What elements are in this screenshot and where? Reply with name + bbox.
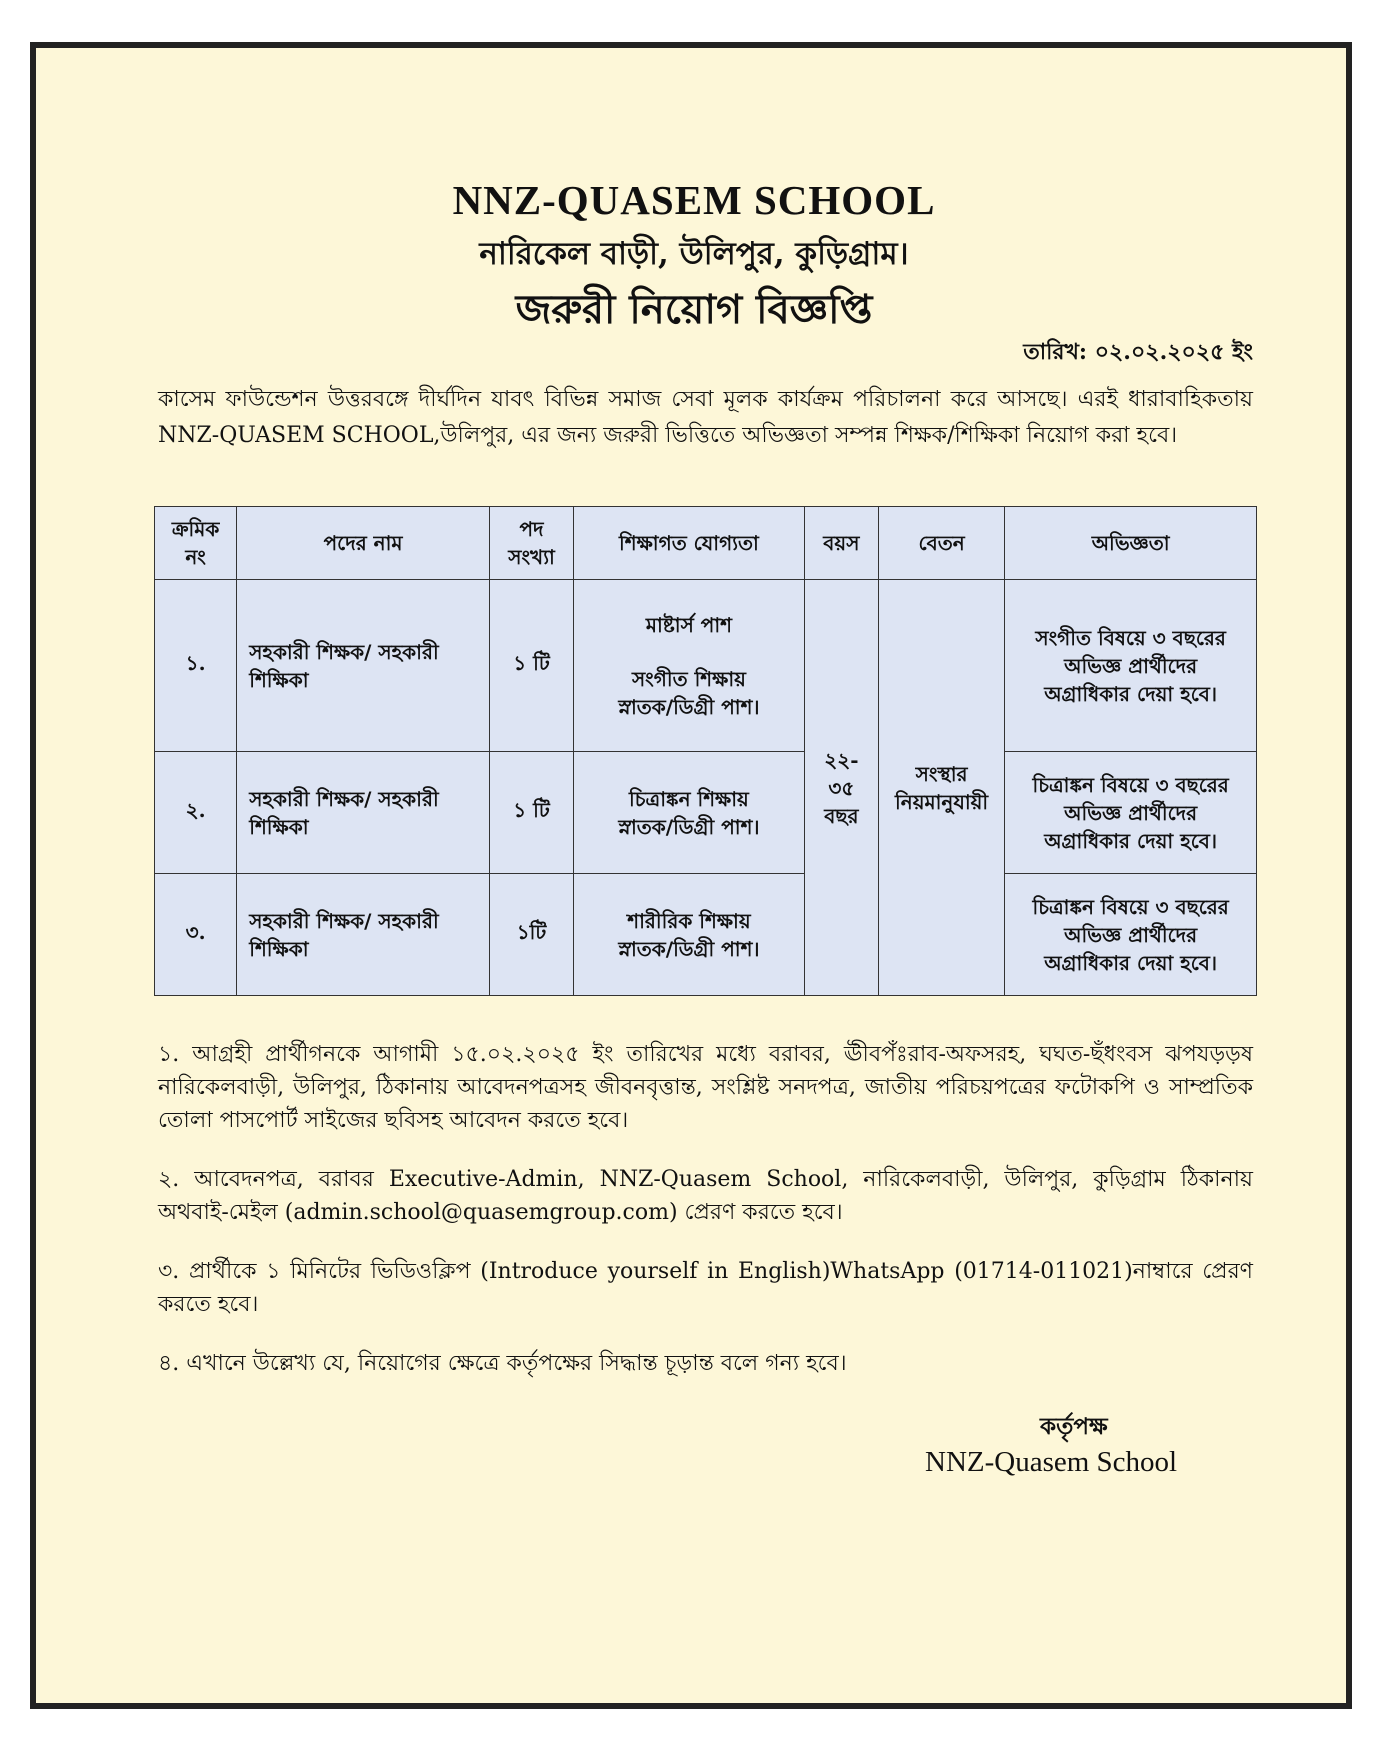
- notice-title: জরুরী নিয়োগ বিজ্ঞপ্তি: [515, 286, 873, 333]
- salary-cell: সংস্থার নিয়মানুযায়ী: [878, 580, 1004, 996]
- header-salary: বেতন: [878, 507, 1004, 580]
- header-serial: ক্রমিক নং: [155, 507, 237, 580]
- row-serial: ৩.: [155, 874, 237, 996]
- row-experience: সংগীত বিষয়ে ৩ বছরের অভিজ্ঞ প্রার্থীদের অগ্রাধিকার দেয়া হবে।: [1005, 580, 1257, 752]
- header-qualification: শিক্ষাগত যোগ্যতা: [574, 507, 805, 580]
- age-cell: ২২- ৩৫ বছর: [804, 580, 878, 996]
- instruction-item: ১. আগ্রহী প্রার্থীগনকে আগামী ১৫.০২.২০২৫ ইং তারিখের মধ্যে বরাবর, ঊীবপঁঃরাব-অফসরহ, ঘঘত-ছঁধংবস ঝপযড়ড়ষ নারিকেলবাড়ী, উলিপুর, ঠিকানায় আবেদনপত্রসহ জীবনবৃত্তান্ত, সংশ্লিষ্ট সনদপত্র, জাতীয় পরিচয়পত্রের ফটোকপি ও সাম্প্রতিক তোলা পাসপোর্ট সাইজের ছবিসহ আবেদন করতে হবে।: [158, 1042, 1253, 1133]
- intro-paragraph: কাসেম ফাউন্ডেশন উত্তরবঙ্গে দীর্ঘদিন যাবৎ বিভিন্ন সমাজ সেবা মূলক কার্যক্রম পরিচালনা করে আসছে। এরই ধারাবাহিকতায় NNZ-QUASEM SCHOOL,উলিপুর, এর জন্য জরুরী ভিত্তিতে অভিজ্ঞতা সম্পন্ন শিক্ষক/শিক্ষিকা নিয়োগ করা হবে।: [158, 387, 1253, 448]
- row-qualification: মাষ্টার্স পাশ সংগীত শিক্ষায় স্নাতক/ডিগ্রী পাশ।: [574, 580, 805, 752]
- school-name: NNZ-QUASEM SCHOOL: [452, 177, 936, 223]
- table-row: [155, 874, 1257, 996]
- school-address: নারিকেল বাড়ী, উলিপুর, কুড়িগ্রাম।: [479, 236, 909, 272]
- table-header-row: [155, 507, 1257, 580]
- row-qualification: শারীরিক শিক্ষায় স্নাতক/ডিগ্রী পাশ।: [574, 874, 805, 996]
- row-post: সহকারী শিক্ষক/ সহকারী শিক্ষিকা: [237, 874, 490, 996]
- instruction-item: ৩. প্রার্থীকে ১ মিনিটের ভিডিওক্লিপ (Introduce yourself in English)WhatsApp (01714-011021)নাম্বারে প্রেরণ করতে হবে।: [158, 1259, 1253, 1317]
- row-count: ১ টি: [489, 752, 573, 874]
- header-count: পদ সংখ্যা: [489, 507, 573, 580]
- table-row: [155, 580, 1257, 752]
- row-experience: চিত্রাঙ্কন বিষয়ে ৩ বছরের অভিজ্ঞ প্রার্থীদের অগ্রাধিকার দেয়া হবে।: [1005, 752, 1257, 874]
- row-serial: ২.: [155, 752, 237, 874]
- instruction-item: ২. আবেদনপত্র, বরাবর Executive-Admin, NNZ-Quasem School, নারিকেলবাড়ী, উলিপুর, কুড়িগ্রাম ঠিকানায় অথবাই-মেইল (admin.school@quasemgroup.com) প্রেরণ করতে হবে।: [158, 1167, 1253, 1225]
- row-experience: চিত্রাঙ্কন বিষয়ে ৩ বছরের অভিজ্ঞ প্রার্থীদের অগ্রাধিকার দেয়া হবে।: [1005, 874, 1257, 996]
- header-experience: অভিজ্ঞতা: [1005, 507, 1257, 580]
- header-age: বয়স: [804, 507, 878, 580]
- row-count: ১ টি: [489, 580, 573, 752]
- header-post: পদের নাম: [237, 507, 490, 580]
- signature-role: কর্তৃপক্ষ: [1040, 1413, 1108, 1440]
- table-row: [155, 752, 1257, 874]
- row-serial: ১.: [155, 580, 237, 752]
- signature-name: NNZ-Quasem School: [925, 1446, 1178, 1478]
- row-post: সহকারী শিক্ষক/ সহকারী শিক্ষিকা: [237, 752, 490, 874]
- instructions-list: [158, 1038, 1253, 1406]
- row-post: সহকারী শিক্ষক/ সহকারী শিক্ষিকা: [237, 580, 490, 752]
- row-qualification: চিত্রাঙ্কন শিক্ষায় স্নাতক/ডিগ্রী পাশ।: [574, 752, 805, 874]
- vacancy-table: [154, 506, 1257, 996]
- instruction-item: ৪. এখানে উল্লেখ্য যে, নিয়োগের ক্ষেত্রে কর্তৃপক্ষের সিদ্ধান্ত চূড়ান্ত বলে গন্য হবে।: [158, 1351, 847, 1376]
- row-count: ১টি: [489, 874, 573, 996]
- notice-date: তারিখ: ০২.০২.২০২৫ ইং: [1023, 339, 1253, 365]
